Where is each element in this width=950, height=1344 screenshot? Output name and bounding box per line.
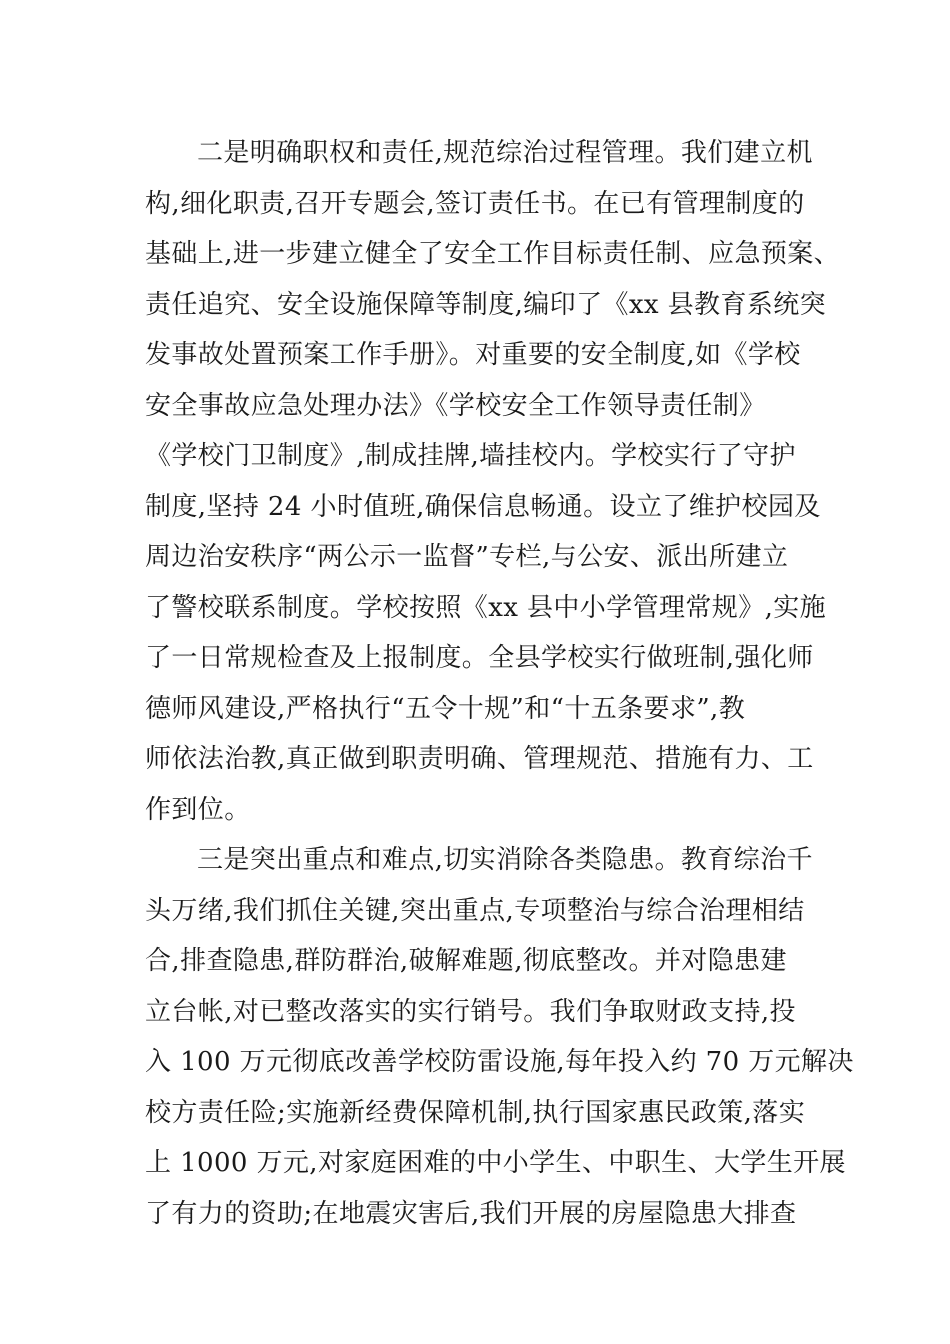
text-line: 基础上,进一步建立健全了安全工作目标责任制、应急预案、 [145, 239, 841, 269]
text-line: 了有力的资助;在地震灾害后,我们开展的房屋隐患大排查 [145, 1198, 797, 1229]
text-line: 构,细化职责,召开专题会,签订责任书。在已有管理制度的 [145, 188, 805, 219]
text-line: 制度,坚持 24 小时值班,确保信息畅通。设立了维护校园及 [145, 491, 821, 522]
text-line: 作到位。 [145, 794, 251, 825]
text-line: 上 1000 万元,对家庭困难的中小学生、中职生、大学生开展 [145, 1148, 846, 1178]
text-line: 《学校门卫制度》,制成挂牌,墙挂校内。学校实行了守护 [145, 441, 796, 471]
document-body [145, 128, 854, 1239]
text-line: 师依法治教,真正做到职责明确、管理规范、措施有力、工 [145, 744, 814, 774]
paragraph-2 [145, 835, 854, 1239]
text-line: 安全事故应急处理办法》《学校安全工作领导责任制》 [145, 390, 766, 421]
text-line: 校方责任险;实施新经费保障机制,执行国家惠民政策,落实 [145, 1097, 806, 1128]
text-line: 二是明确职权和责任,规范综治过程管理。我们建立机 [197, 138, 813, 168]
text-line: 入 100 万元彻底改善学校防雷设施,每年投入约 70 万元解决 [145, 1047, 854, 1077]
text-line: 头万绪,我们抓住关键,突出重点,专项整治与综合治理相结 [145, 895, 805, 926]
text-line: 立台帐,对已整改落实的实行销号。我们争取财政支持,投 [145, 996, 796, 1027]
text-line: 三是突出重点和难点,切实消除各类隐患。教育综治千 [197, 845, 813, 875]
text-line: 责任追究、安全设施保障等制度,编印了《xx 县教育系统突 [145, 289, 827, 320]
paragraph-1 [145, 128, 841, 835]
text-line: 了一日常规检查及上报制度。全县学校实行做班制,强化师 [145, 643, 814, 673]
text-line: 发事故处置预案工作手册》。对重要的安全制度,如《学校 [145, 340, 801, 370]
text-line: 德师风建设,严格执行“五令十规”和“十五条要求”,教 [145, 693, 746, 724]
text-line: 了警校联系制度。学校按照《xx 县中小学管理常规》,实施 [145, 592, 827, 623]
text-line: 合,排查隐患,群防群治,破解难题,彻底整改。并对隐患建 [145, 946, 787, 976]
text-line: 周边治安秩序“两公示一监督”专栏,与公安、派出所建立 [145, 542, 789, 572]
